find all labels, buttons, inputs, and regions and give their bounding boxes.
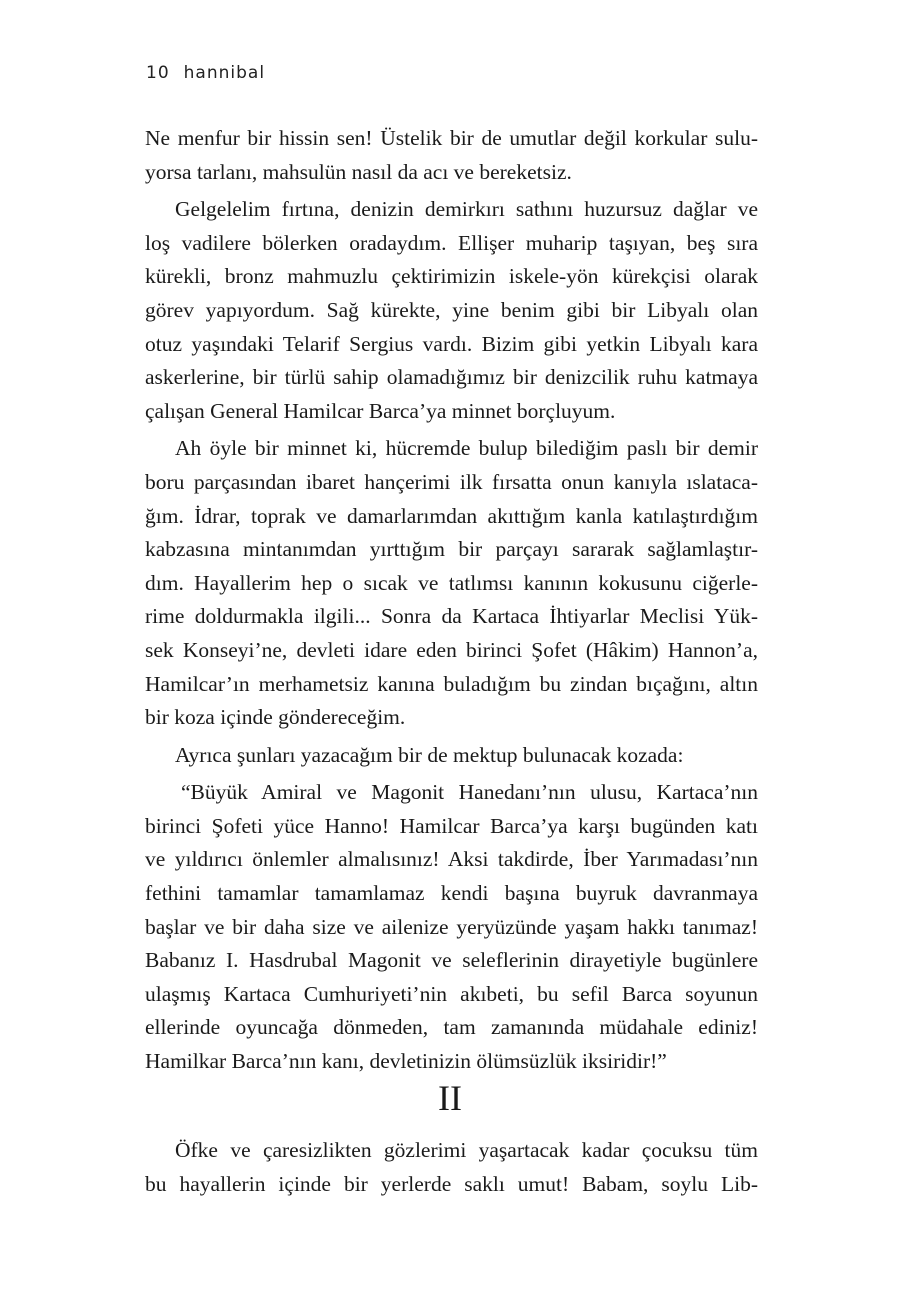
text-line: görev yapıyordum. Sağ kürekte, yine benim gibi bir Libyalı olan [145, 297, 758, 322]
text-line: kürekli, bronz mahmuzlu çektirimizin iskele-yön kürekçisi olarak [145, 264, 758, 289]
page-number: 10 [146, 63, 170, 83]
paragraph [145, 122, 758, 189]
text-line: ulaşmış Kartaca Cumhuriyeti’nin akıbeti, bu sefil Barca soyunun [145, 981, 758, 1006]
text-line: kabzasına mintanımdan yırttığım bir parçayı sararak sağlamlaştır- [145, 537, 758, 562]
text-line: loş vadilere bölerken oradaydım. Ellişer muharip taşıyan, beş sıra [145, 230, 758, 255]
text-line: Ah öyle bir minnet ki, hücremde bulup bilediğim paslı bir demir [175, 436, 758, 461]
text-line: Gelgelelim fırtına, denizin demirkırı sathını huzursuz dağlar ve [175, 197, 758, 222]
paragraph [145, 193, 758, 428]
paragraph [145, 1134, 758, 1201]
text-line: ve yıldırıcı önlemler almalısınız! Aksi takdirde, İber Yarımadası’nın [145, 847, 758, 872]
running-title: hannibal [183, 63, 266, 83]
text-line: yorsa tarlanı, mahsulün nasıl da acı ve bereketsiz. [145, 159, 572, 184]
text-line: ellerinde oyuncağa dönmeden, tam zamanında müdahale ediniz! [145, 1015, 758, 1040]
text-line: otuz yaşındaki Telarif Sergius vardı. Bizim gibi yetkin Libyalı kara [145, 331, 758, 356]
text-line: Öfke ve çaresizlikten gözlerimi yaşartacak kadar çocuksu tüm [175, 1138, 758, 1162]
text-line: fethini tamamlar tamamlamaz kendi başına buyruk davranmaya [145, 881, 758, 906]
text-line: askerlerine, bir türlü sahip olamadığımız bir denizcilik ruhu katmaya [145, 365, 758, 390]
text-line: başlar ve bir daha size ve ailenize yeryüzünde yaşam hakkı tanımaz! [145, 914, 758, 939]
text-line: dım. Hayallerim hep o sıcak ve tatlımsı kanının kokusunu ciğerle- [145, 570, 758, 595]
section-heading: II [438, 1078, 462, 1118]
section-body-text [145, 1134, 758, 1201]
quoted-letter [145, 776, 758, 1078]
text-line: ğım. İdrar, toprak ve damarlarımdan akıttığım kanla katılaştırdığım [145, 503, 758, 528]
text-line: Ayrıca şunları yazacağım bir de mektup bulunacak kozada: [175, 742, 684, 767]
text-line: Hamilcar’ın merhametsiz kanına buladığım bu zindan bıçağını, altın [145, 671, 758, 696]
text-line: Ne menfur bir hissin sen! Üstelik bir de umutlar değil korkular sulu- [145, 126, 758, 150]
paragraph [145, 739, 758, 773]
text-line: birinci Şofeti yüce Hanno! Hamilcar Barca’ya karşı bugünden katı [145, 813, 758, 838]
text-line: boru parçasından ibaret hançerimi ilk fırsatta onun kanıyla ıslataca- [145, 469, 758, 494]
text-line: rime doldurmakla ilgili... Sonra da Kartaca İhtiyarlar Meclisi Yük- [145, 604, 758, 629]
text-line: çalışan General Hamilcar Barca’ya minnet borçluyum. [145, 398, 616, 423]
text-line: Babanız I. Hasdrubal Magonit ve seleflerinin dirayetiyle bugünlere [145, 948, 758, 973]
paragraph [145, 432, 758, 734]
running-header [146, 63, 265, 83]
text-line: “Büyük Amiral ve Magonit Hanedanı’nın ulusu, Kartaca’nın [181, 780, 758, 805]
text-line: Hamilkar Barca’nın kanı, devletinizin ölümsüzlük iksiridir!” [145, 1049, 667, 1074]
text-line: bir koza içinde göndereceğim. [145, 705, 406, 730]
body-text [145, 122, 758, 1079]
text-line: bu hayallerin içinde bir yerlerde saklı umut! Babam, soylu Lib- [145, 1171, 758, 1196]
text-line: sek Konseyi’ne, devleti idare eden birinci Şofet (Hâkim) Hannon’a, [145, 637, 758, 662]
